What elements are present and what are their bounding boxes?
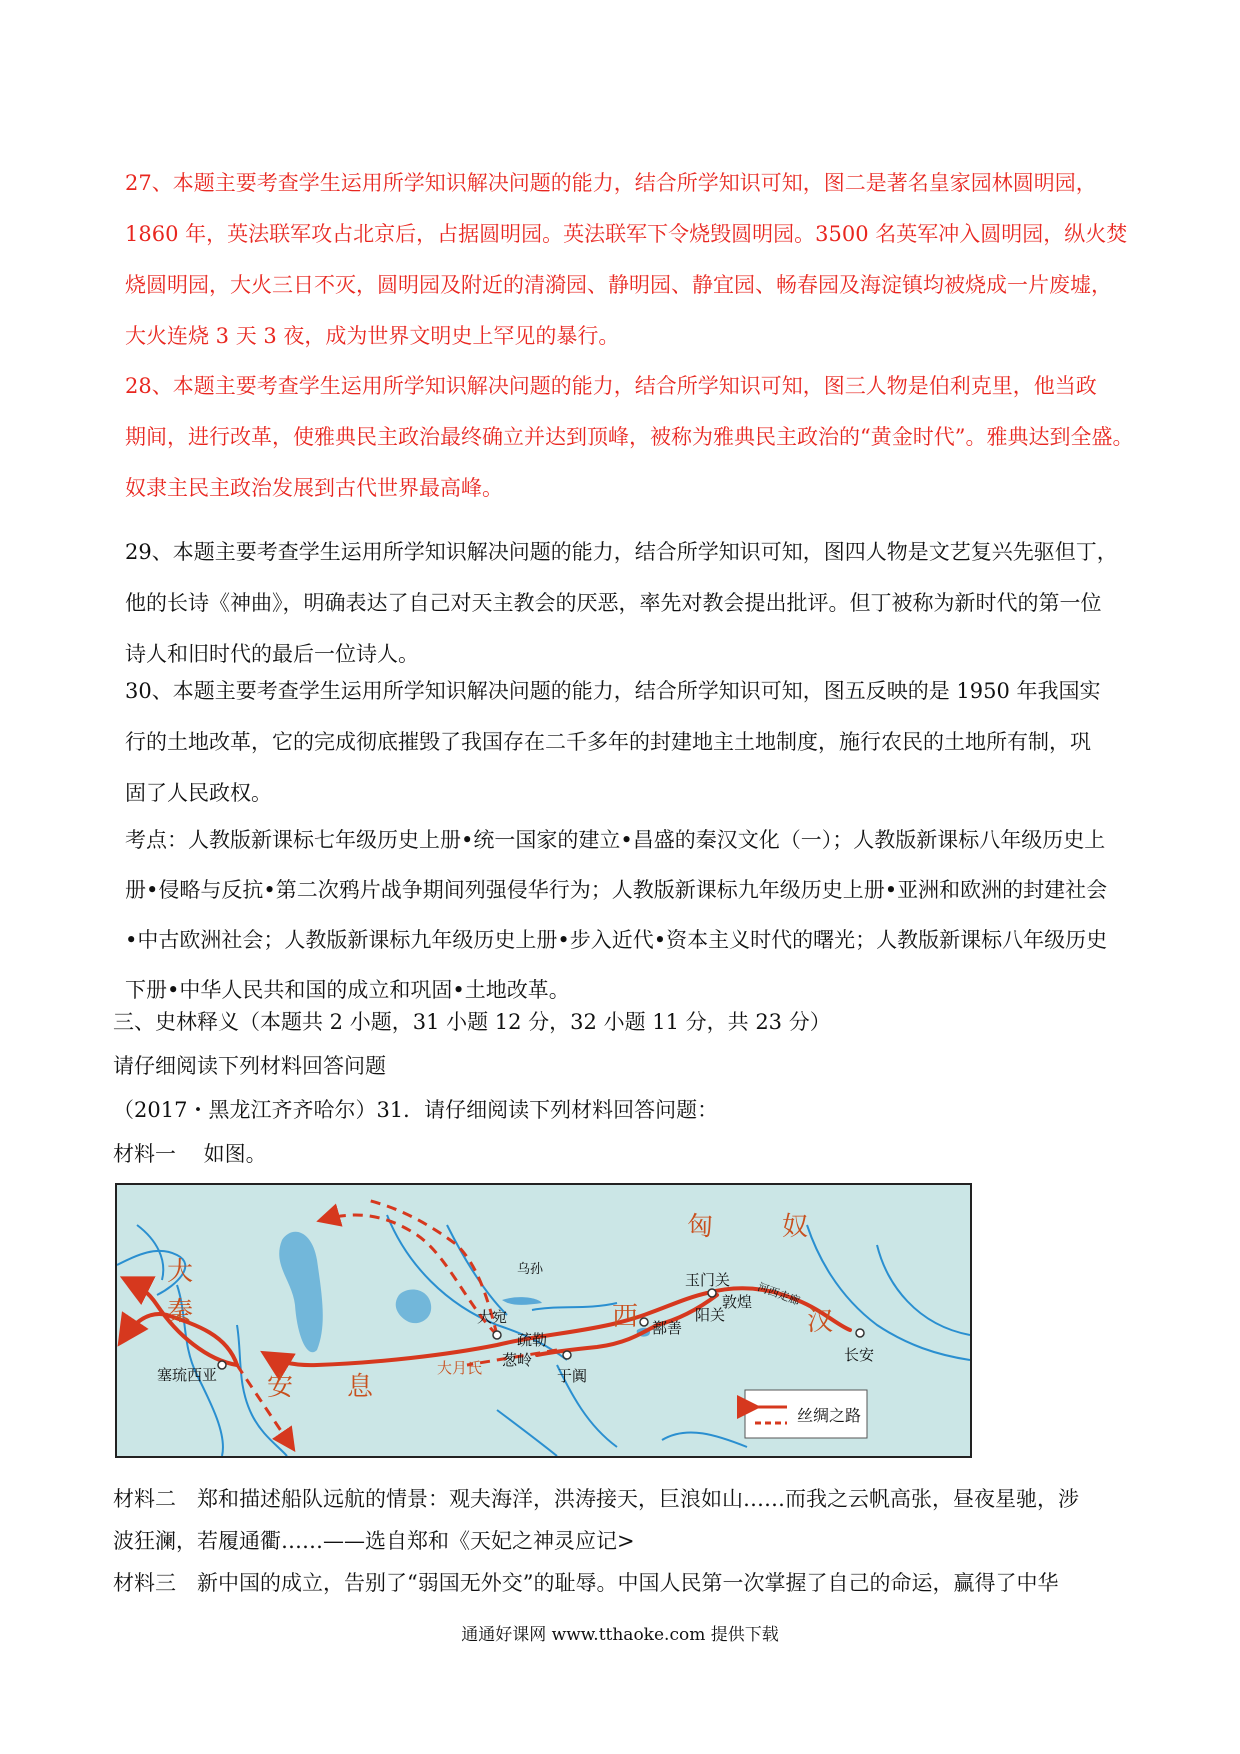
label-yutian: 于阗 bbox=[557, 1367, 588, 1385]
label-shanshan: 鄯善 bbox=[652, 1319, 683, 1337]
kaodian-line: 考点：人教版新课标七年级历史上册•统一国家的建立•昌盛的秦汉文化（一）；人教版新课标八年级历史上 bbox=[125, 828, 1106, 852]
section-3-heading: 三、史林释义（本题共 2 小题，31 小题 12 分，32 小题 11 分，共 23 分） bbox=[113, 1010, 831, 1034]
label-changan: 长安 bbox=[844, 1346, 875, 1364]
label-xiongnu-1: 匈 bbox=[687, 1212, 714, 1242]
answer-29-line: 他的长诗《神曲》，明确表达了自己对天主教会的厌恶，率先对教会提出批评。但丁被称为新时代的第一位 bbox=[125, 591, 1102, 615]
kaodian bbox=[125, 815, 1130, 1015]
answer-29-line: 29、本题主要考查学生运用所学知识解决问题的能力，结合所学知识可知，图四人物是文艺复兴先驱但丁， bbox=[125, 540, 1118, 564]
label-dunhuang: 敦煌 bbox=[722, 1293, 753, 1311]
answer-27 bbox=[125, 158, 1130, 362]
aral-sea bbox=[396, 1290, 431, 1324]
label-daqin-2: 秦 bbox=[167, 1297, 194, 1327]
material-2-line-1: 材料二 郑和描述船队远航的情景：观夫海洋，洪涛接天，巨浪如山……而我之云帆高张，昼夜星驰，涉 bbox=[113, 1487, 1079, 1511]
answer-30-line: 行的土地改革，它的完成彻底摧毁了我国存在二千多年的封建地主土地制度，施行农民的土地所有制，巩 bbox=[125, 730, 1091, 754]
label-xi: 西 bbox=[612, 1302, 639, 1332]
material-3: 材料三 新中国的成立，告别了“弱国无外交”的耻辱。中国人民第一次掌握了自己的命运，赢得了中华 bbox=[113, 1571, 1059, 1595]
kaodian-line: 册•侵略与反抗•第二次鸦片战争期间列强侵华行为；人教版新课标九年级历史上册•亚洲和欧洲的封建社会 bbox=[125, 878, 1108, 902]
label-hexi-corridor: 河西走廊 bbox=[755, 1280, 802, 1308]
material-1: 材料一 如图。 bbox=[113, 1142, 267, 1166]
answer-27-line: 27、本题主要考查学生运用所学知识解决问题的能力，结合所学知识可知，图二是著名皇家园林圆明园， bbox=[125, 171, 1097, 195]
label-han: 汉 bbox=[807, 1307, 834, 1337]
caspian-sea bbox=[279, 1232, 323, 1352]
answer-28-line: 奴隶主民主政治发展到古代世界最高峰。 bbox=[125, 476, 503, 500]
label-anxi-2: 息 bbox=[347, 1372, 374, 1402]
silk-road-map bbox=[115, 1183, 972, 1458]
label-dawan: 大宛 bbox=[477, 1308, 508, 1326]
label-anxi-1: 安 bbox=[267, 1372, 294, 1402]
material-2-line-2: 波狂澜，若履通衢……——选自郑和《天妃之神灵应记> bbox=[113, 1529, 635, 1553]
answer-27-line: 大火连烧 3 天 3 夜，成为世界文明史上罕见的暴行。 bbox=[125, 324, 620, 348]
answer-30-line: 30、本题主要考查学生运用所学知识解决问题的能力，结合所学知识可知，图五反映的是 1950 年我国实 bbox=[125, 679, 1101, 703]
answer-30 bbox=[125, 666, 1130, 819]
answer-29 bbox=[125, 527, 1130, 680]
kaodian-line: •中古欧洲社会；人教版新课标九年级历史上册•步入近代•资本主义时代的曙光；人教版新课标八年级历史 bbox=[125, 928, 1108, 952]
lake-balkhash bbox=[502, 1297, 542, 1305]
answer-28-line: 28、本题主要考查学生运用所学知识解决问题的能力，结合所学知识可知，图三人物是伯利克里，他当政 bbox=[125, 374, 1097, 398]
answer-30-line: 固了人民政权。 bbox=[125, 781, 272, 805]
map-legend bbox=[745, 1390, 867, 1438]
question-31-intro: （2017・黑龙江齐齐哈尔）31．请仔细阅读下列材料回答问题： bbox=[113, 1098, 719, 1122]
label-seleucia: 塞琉西亚 bbox=[157, 1366, 218, 1384]
legend-label: 丝绸之路 bbox=[797, 1406, 862, 1425]
kaodian-line: 下册•中华人民共和国的成立和巩固•土地改革。 bbox=[125, 978, 570, 1002]
answer-28-line: 期间，进行改革，使雅典民主政治最终确立并达到顶峰，被称为雅典民主政治的“黄金时代”。雅典达到全盛。 bbox=[125, 425, 1134, 449]
label-xiongnu-2: 奴 bbox=[782, 1212, 809, 1242]
label-wusun: 乌孙 bbox=[517, 1262, 544, 1277]
answer-27-line: 烧圆明园，大火三日不灭，圆明园及附近的清漪园、静明园、静宜园、畅春园及海淀镇均被烧成一片废墟， bbox=[125, 273, 1112, 297]
label-yumenguan: 玉门关 bbox=[685, 1271, 731, 1289]
label-congling: 葱岭 bbox=[502, 1351, 533, 1369]
page-footer: 通通好课网 www.tthaoke.com 提供下载 bbox=[461, 1625, 779, 1645]
answer-29-line: 诗人和旧时代的最后一位诗人。 bbox=[125, 642, 419, 666]
label-shule: 疏勒 bbox=[517, 1331, 548, 1349]
label-daqin-1: 大 bbox=[167, 1257, 194, 1287]
answer-27-line: 1860 年，英法联军攻占北京后，占据圆明园。英法联军下令烧毁圆明园。3500 名英军冲入圆明园，纵火焚 bbox=[125, 222, 1128, 246]
section-3-instruction: 请仔细阅读下列材料回答问题 bbox=[113, 1054, 386, 1078]
label-dayuezhi: 大月氏 bbox=[437, 1359, 483, 1377]
answer-28 bbox=[125, 361, 1134, 514]
label-yangguan: 阳关 bbox=[695, 1306, 726, 1324]
